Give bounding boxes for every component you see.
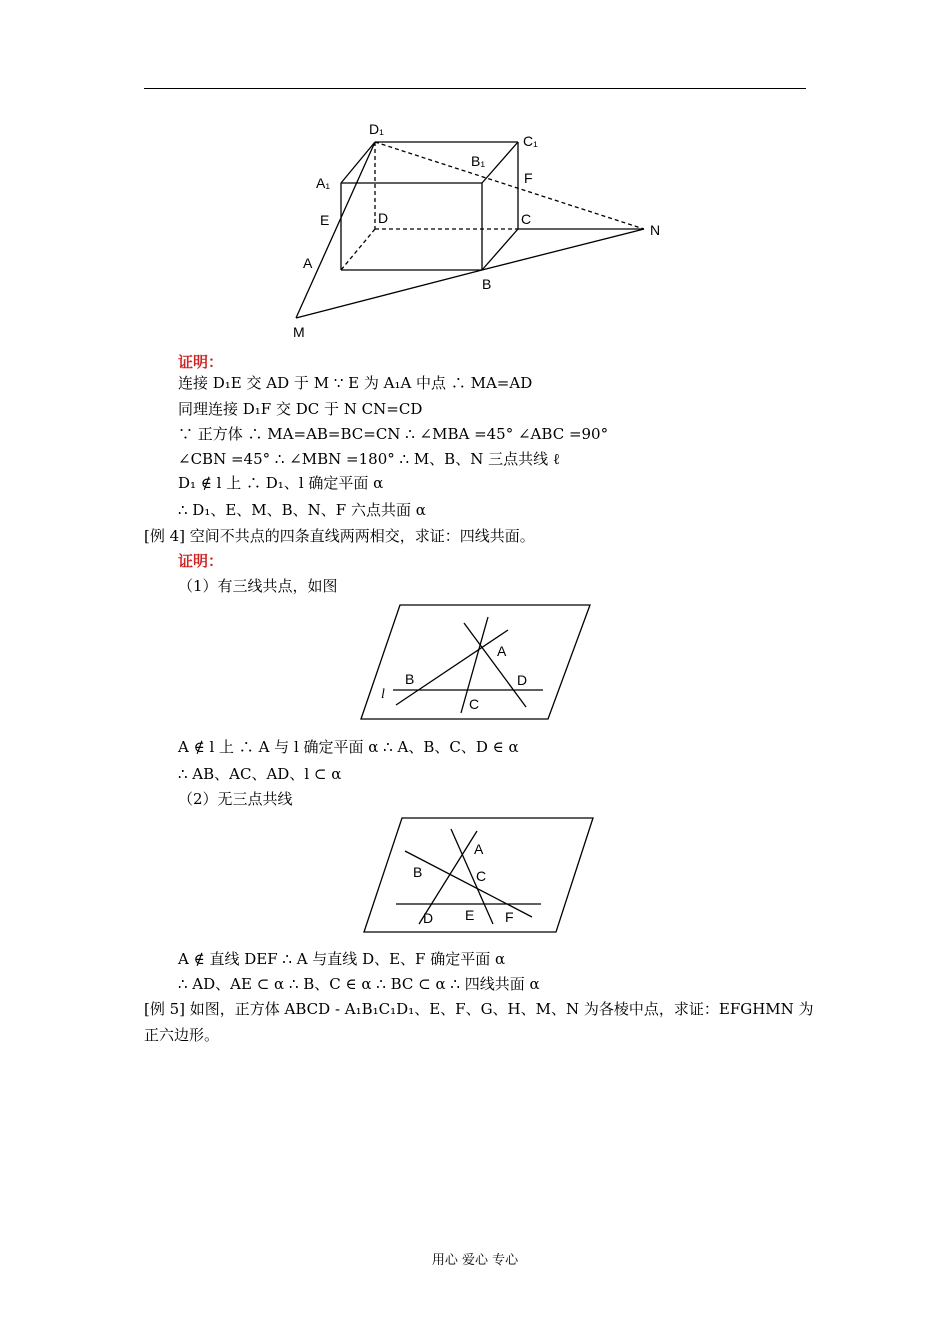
case1-line-2: ∴ AB、AC、AD、l ⊂ α — [178, 765, 342, 783]
fig2-label-a: A — [497, 643, 507, 659]
case1-line-1: A ∉ l 上 ∴ A 与 l 确定平面 α ∴ A、B、C、D ∈ α — [178, 738, 519, 756]
fig2-label-l: l — [381, 687, 385, 702]
label-d1: D₁ — [369, 121, 384, 137]
proof-heading: 证明： — [178, 353, 224, 371]
fig3-label-b: B — [413, 864, 423, 880]
label-c1: C₁ — [523, 133, 538, 149]
case2-line-2: ∴ AD、AE ⊂ α ∴ B、C ∈ α ∴ BC ⊂ α ∴ 四线共面 α — [178, 975, 540, 993]
proof-line-4: ∠CBN =45° ∴ ∠MBN =180° ∴ M、B、N 三点共线 ℓ — [178, 450, 561, 468]
case2-line-1: A ∉ 直线 DEF ∴ A 与直线 D、E、F 确定平面 α — [178, 950, 506, 968]
label-e: E — [320, 212, 330, 228]
proof-line-6: ∴ D₁、E、M、B、N、F 六点共面 α — [178, 501, 426, 519]
label-m: M — [293, 324, 305, 340]
example5-line-2: 正六边形。 — [144, 1026, 220, 1044]
fig2-label-b: B — [405, 671, 415, 687]
label-a: A — [303, 255, 313, 271]
label-c: C — [521, 211, 532, 227]
label-f: F — [524, 170, 533, 186]
fig2-label-d: D — [517, 672, 528, 688]
proof-line-2: 同理连接 D₁F 交 DC 于 N CN=CD — [178, 400, 423, 418]
proof-line-3: ∵ 正方体 ∴ MA=AB=BC=CN ∴ ∠MBA =45° ∠ABC =90° — [178, 425, 609, 443]
fig3-label-a: A — [474, 841, 484, 857]
fig2-label-c: C — [469, 696, 480, 712]
example5-line-1: [例 5] 如图，正方体 ABCD - A₁B₁C₁D₁、E、F、G、H、M、N 为各棱中点，求证：EFGHMN 为 — [144, 1000, 814, 1018]
example4-proof-heading: 证明： — [178, 552, 224, 570]
page-footer: 用心 爱心 专心 — [431, 1253, 519, 1268]
fig3-label-c: C — [476, 868, 487, 884]
label-d: D — [378, 210, 389, 226]
example4-case2: （2）无三点共线 — [178, 790, 293, 808]
label-a1: A₁ — [316, 175, 331, 191]
proof-line-1: 连接 D₁E 交 AD 于 M ∵ E 为 A₁A 中点 ∴ MA=AD — [178, 374, 533, 392]
fig3-label-e: E — [465, 907, 475, 923]
label-b1: B₁ — [471, 153, 486, 169]
fig3-label-d: D — [423, 910, 434, 926]
label-b: B — [482, 276, 492, 292]
example4-case1: （1）有三线共点，如图 — [178, 577, 338, 595]
fig3-label-f: F — [505, 909, 514, 925]
example4-title: [例 4] 空间不共点的四条直线两两相交，求证：四线共面。 — [144, 527, 535, 545]
proof-line-5: D₁ ∉ l 上 ∴ D₁、l 确定平面 α — [178, 474, 384, 492]
label-n: N — [650, 222, 661, 238]
